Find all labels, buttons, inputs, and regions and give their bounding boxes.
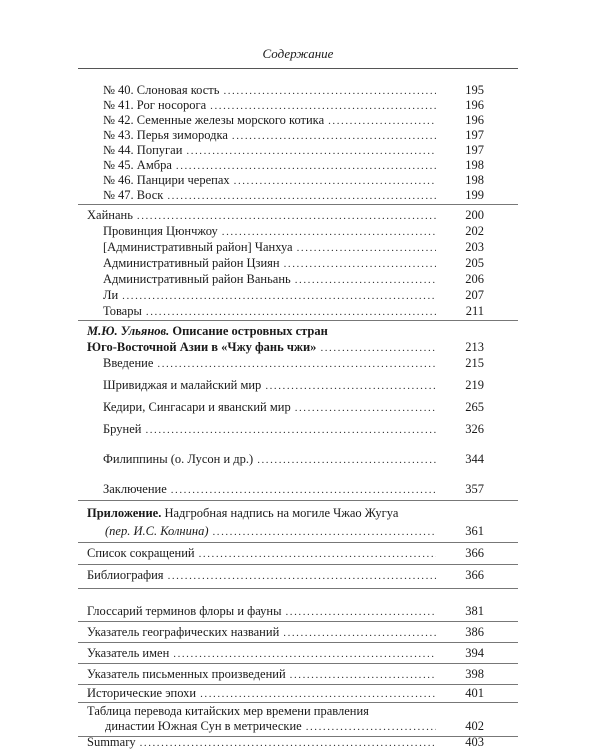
- section-divider: [78, 702, 518, 703]
- toc-entry[interactable]: Исторические эпохи . . .: [87, 686, 440, 702]
- toc-entry[interactable]: Провинция Цюнчжоу . . .: [103, 224, 440, 240]
- toc-page-number: 211: [465, 304, 484, 318]
- toc-entry[interactable]: Кедири, Сингасари и яванский мир . . .: [103, 400, 440, 416]
- toc-page-number: 265: [465, 400, 484, 414]
- section-divider: [78, 642, 518, 643]
- toc-page-number: 394: [465, 646, 484, 660]
- toc-entry-appendix-line1[interactable]: Приложение. Надгробная надпись на могиле Чжао Жугуа: [87, 506, 399, 520]
- toc-entry[interactable]: № 45. Амбра . . .: [103, 158, 440, 174]
- toc-page-number: 381: [465, 604, 484, 618]
- toc-entry[interactable]: Филиппины (о. Лусон и др.) . . .: [103, 452, 440, 468]
- toc-entry[interactable]: № 46. Панцири черепах . . .: [103, 173, 440, 189]
- toc-page-number: 199: [465, 188, 484, 202]
- section-divider: [78, 542, 518, 543]
- toc-entry[interactable]: № 43. Перья зимородка . . .: [103, 128, 440, 144]
- toc-page-number: 207: [465, 288, 484, 302]
- toc-entry[interactable]: Список сокращений . . .: [87, 546, 440, 562]
- toc-entry[interactable]: Хайнань . . .: [87, 208, 440, 224]
- section-divider: [78, 588, 518, 589]
- toc-entry[interactable]: [Административный район] Чанхуа . . .: [103, 240, 440, 256]
- section-divider: [78, 621, 518, 622]
- header-rule: [78, 68, 518, 69]
- toc-page-number: 366: [465, 546, 484, 560]
- toc-entry-section-title-line1[interactable]: М.Ю. Ульянов. Описание островных стран: [87, 324, 328, 338]
- section-divider: [78, 564, 518, 565]
- toc-entry[interactable]: Бруней . . .: [103, 422, 440, 438]
- toc-entry[interactable]: Указатель письменных произведений . . .: [87, 667, 440, 683]
- toc-entry[interactable]: Административный район Цзиян . . .: [103, 256, 440, 272]
- toc-entry[interactable]: Административный район Ваньань . . .: [103, 272, 440, 288]
- toc-page-number: 357: [465, 482, 484, 496]
- toc-entry[interactable]: Ли . . .: [103, 288, 440, 304]
- toc-entry[interactable]: № 44. Попугаи . . .: [103, 143, 440, 159]
- toc-entry[interactable]: Указатель имен . . .: [87, 646, 440, 662]
- toc-page-number: 366: [465, 568, 484, 582]
- section-divider: [78, 663, 518, 664]
- toc-entry[interactable]: Товары . . .: [103, 304, 440, 320]
- toc-page-number: 386: [465, 625, 484, 639]
- toc-page-number: 202: [465, 224, 484, 238]
- toc-page-number: 196: [465, 98, 484, 112]
- toc-page-number: 200: [465, 208, 484, 222]
- toc-page-number: 401: [465, 686, 484, 700]
- section-divider: [78, 684, 518, 685]
- toc-entry-table-line2[interactable]: династии Южная Сун в метрические . . .: [105, 719, 440, 735]
- toc-page-number: 213: [465, 340, 484, 354]
- toc-page-number: 198: [465, 158, 484, 172]
- toc-page-number: 219: [465, 378, 484, 392]
- toc-entry[interactable]: Указатель географических названий . . .: [87, 625, 440, 641]
- toc-entry[interactable]: № 41. Рог носорога . . .: [103, 98, 440, 114]
- page-header: Содержание: [262, 46, 334, 61]
- toc-entry-table-line1[interactable]: Таблица перевода китайских мер времени правления: [87, 704, 369, 718]
- toc-entry[interactable]: № 40. Слоновая кость . . .: [103, 83, 440, 99]
- toc-page-number: 205: [465, 256, 484, 270]
- toc-page-number: 206: [465, 272, 484, 286]
- toc-page-number: 403: [465, 735, 484, 749]
- toc-entry[interactable]: Глоссарий терминов флоры и фауны . . .: [87, 604, 440, 620]
- toc-page-number: 344: [465, 452, 484, 466]
- toc-page-number: 203: [465, 240, 484, 254]
- toc-entry[interactable]: Введение . . .: [103, 356, 440, 372]
- toc-page-number: 361: [465, 524, 484, 538]
- toc-entry-appendix-line2[interactable]: (пер. И.С. Колнина) . . .: [105, 524, 440, 540]
- toc-page-number: 215: [465, 356, 484, 370]
- toc-page-number: 198: [465, 173, 484, 187]
- toc-entry[interactable]: Summary . . .: [87, 735, 440, 751]
- section-divider: [78, 500, 518, 501]
- toc-entry[interactable]: № 47. Воск . . .: [103, 188, 440, 204]
- toc-entry[interactable]: Библиография . . .: [87, 568, 440, 584]
- toc-entry[interactable]: Шривиджая и малайский мир . . .: [103, 378, 440, 394]
- section-divider: [78, 320, 518, 321]
- section-divider: [78, 204, 518, 205]
- toc-page-number: 402: [465, 719, 484, 733]
- toc-page-number: 196: [465, 113, 484, 127]
- toc-page-number: 326: [465, 422, 484, 436]
- toc-page-number: 197: [465, 143, 484, 157]
- toc-entry[interactable]: № 42. Семенные железы морского котика . . .: [103, 113, 440, 129]
- toc-page-number: 197: [465, 128, 484, 142]
- toc-entry-section-title-line2[interactable]: Юго-Восточной Азии в «Чжу фань чжи» . . .: [87, 340, 440, 356]
- toc-page-number: 398: [465, 667, 484, 681]
- toc-entry[interactable]: Заключение . . .: [103, 482, 440, 498]
- toc-page-number: 195: [465, 83, 484, 97]
